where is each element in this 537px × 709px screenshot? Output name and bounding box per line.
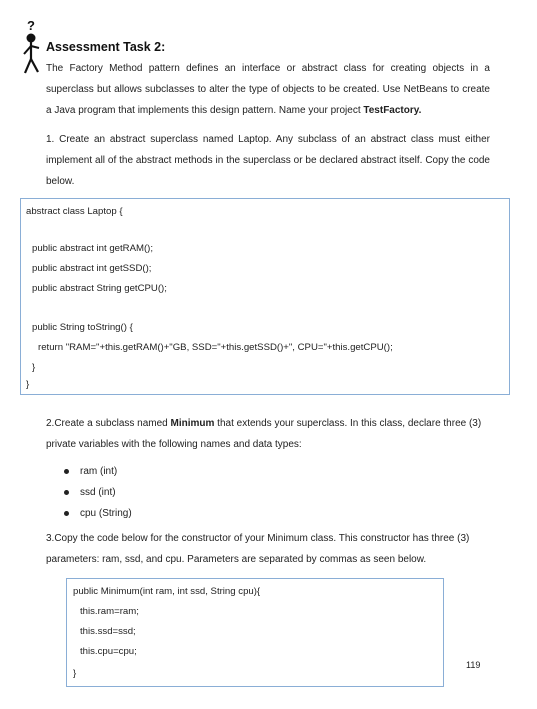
code-line: this.cpu=cpu; [80,646,137,657]
bullet-dot [64,511,69,516]
intro-text: The Factory Method pattern defines an interface or abstract class for creating objects in a superclass but allows subclasses to alter the type of objects to be created. Use NetBeans to create a Java program that implements this design pattern. Name your project [46,63,490,116]
code-line: abstract class Laptop { [26,206,123,217]
code-line: this.ssd=ssd; [80,626,136,637]
code-line: } [73,668,77,679]
code-line: public Minimum(int ram, int ssd, String cpu){ [73,586,261,597]
bullet-dot [64,490,69,495]
step2-paragraph [46,413,490,455]
project-name: TestFactory. [363,105,422,116]
bullet-item: ram (int) [80,466,118,477]
code-line: this.ram=ram; [80,606,139,617]
bullet-item: ssd (int) [80,487,116,498]
code-line: return "RAM="+this.getRAM()+"GB, SSD="+this.getSSD()+", CPU="+this.getCPU(); [38,342,393,353]
code-line: public abstract String getCPU(); [32,283,167,294]
code-line: } [32,362,36,373]
bullet-dot [64,469,69,474]
step2-text-before: 2.Create a subclass named [46,418,171,429]
code-line: public abstract int getRAM(); [32,243,154,254]
bullet-item: cpu (String) [80,508,132,519]
task-title: Assessment Task 2: [46,40,166,54]
class-name-minimum: Minimum [170,418,215,429]
page-number: 119 [466,660,481,670]
step2-text-after: that extends your superclass. In this class, declare three (3) private variables with the following names and data types: [46,418,482,450]
code-block-laptop [20,198,510,395]
svg-text:?: ? [27,18,35,33]
step1-paragraph: 1. Create an abstract superclass named Laptop. Any subclass of an abstract class must either implement all of the abstract methods in the superclass or be declared abstract itself. Copy the code below. [46,134,490,187]
intro-paragraph [46,58,490,121]
code-line: } [26,379,30,390]
thinking-figure-icon [20,18,46,76]
step3-paragraph: 3.Copy the code below for the constructor of your Minimum class. This constructor has three (3) parameters: ram, ssd, and cpu. Parameters are separated by commas as seen below. [46,533,470,565]
code-line: public abstract int getSSD(); [32,263,152,274]
code-line: public String toString() { [32,322,133,333]
